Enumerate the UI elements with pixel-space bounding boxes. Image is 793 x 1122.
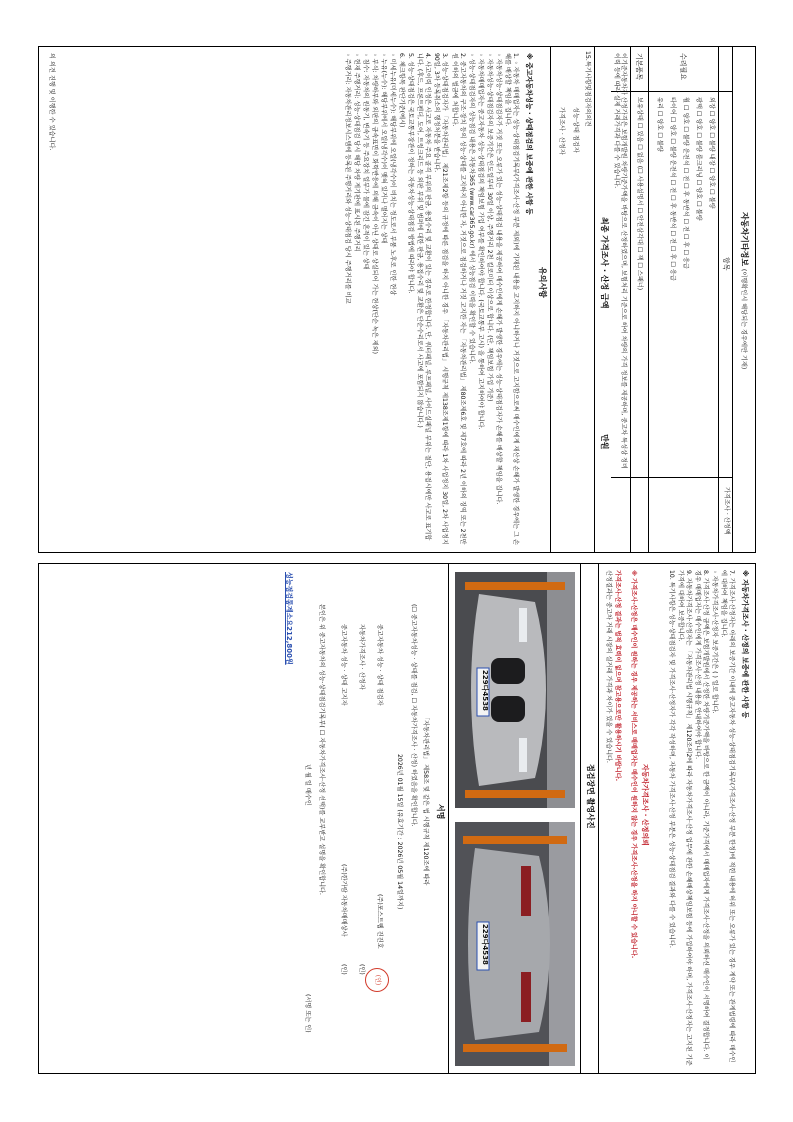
repair-row: 외장 ☐ 양호 ☐ 불량 내장 ☐ 양호 ☐ 불량 xyxy=(708,97,715,209)
appraisal-request-title: 자동차가격조사 · 산정의뢰 xyxy=(641,764,649,846)
notice-line: 1. ◦ 자동차 매매업자는 성능·상태점검기록부(가격조사·산정 부분 제외)에 기재된 내용을 고지하지 아니하거나 거짓으로 고지함으로써 매수인에게 재산상 손해가 발생한 경우에는 그 손해를 배상할 책임을 집니다. xyxy=(503,53,519,546)
notice-line: ◦ 주행거리: 자동차관리정보시스템에 등록된 주행거리와 성능·상태점검 당시 주행거리를 비교 xyxy=(343,53,351,304)
repair-row: 유리 ☐ 양호 ☐ 불량 xyxy=(656,97,663,152)
appraisal-notice-line: 8. 가격조사·산정 금액은 보험개발원에서 산정한 차량기준가액을 바탕으로 한 금액이 아니라, 기준가격에서 매매업자에게 가격조사·산정을 의뢰하신 매수인이 서명하여 결정합니다. 이 경우 매매업자는 매수인에게 가격조사·산정 내용을 안내하여야 합니다. xyxy=(693,570,709,1060)
left-footer: 의 의견 진행 및 이행한 수 있습니다. xyxy=(48,53,55,151)
special-remarks-label: 15.특기사항및점검자의의견 xyxy=(584,51,591,127)
rear-car-illustration xyxy=(455,822,575,1066)
notice-line: 3. 성능·상태점검자가 「자동차관리법」 제21조제2항 등의 규정에 따른 점검을 하지 아니한 경우 「자동차관리법」 시행규칙 제138조제1항에 따라 1차 사업정지 30일, 2차 사업정지 90일, 3차 등록취소의 행정처분을 받습니다. xyxy=(433,53,449,545)
fee-footer: 성능점검통계소요212,800원 xyxy=(285,572,293,665)
right-page xyxy=(38,563,756,1074)
divider xyxy=(598,564,599,1073)
notice-list xyxy=(342,53,519,545)
appraisal-notice-line: 7. 가격조사·산정자는 아래의 보증기간 이내에 중고자동차 성능·상태점검기록부(가격조사·산정 부분 한정)에 적힌 내용에 허위 또는 오류가 있는 경우 계약 또는 관계법령에 따라 매수인에 대하여 책임을 집니다. xyxy=(719,570,735,1063)
photo-section-title: 점검장면 촬영사진 xyxy=(586,764,595,829)
appraiser-box-label: 가격조사 · 산정자 xyxy=(558,107,565,155)
appraisal-notice-title: ※ 자동차가격조사 · 산정의 보증에 관한 사항 등 xyxy=(741,570,749,719)
front-car-illustration xyxy=(455,572,575,808)
notice-title: ※ 중고자동차성능 · 상태점검의 보증에 관한 사항 등 xyxy=(525,53,533,215)
divider xyxy=(448,564,449,1073)
receipt-seal: (서명 또는 인) xyxy=(304,994,311,1033)
notice-line: 5. 성능·상태점검은 국토교통부장관이 정하는 자동차성능·상태점검 방법에 따라야 합니다. xyxy=(407,53,415,294)
appraiser-label: 자동차가격조사 · 산정자 xyxy=(358,624,365,690)
other-info-title-text: 자동차기타정보 xyxy=(740,212,749,267)
basic-items-row: 보유상태 ☐ 있음 ☐ 없음 (☐ 사용설명서 ☐ 안전삼각대 ☐ 잭 ☐ 스패너) xyxy=(636,97,643,291)
notice-line: ◦ 성능·상태점검자의 성능점검 내용은 자동차365 (www.car365.go.kr) 에서 성능점검 이력을 확인할 수 있습니다. xyxy=(467,53,475,364)
inspector-name: (주)포스트웹 진진호 xyxy=(376,894,383,949)
divider xyxy=(580,564,581,1073)
inspector-box-label: 성능·상태 점검자 xyxy=(572,107,579,153)
red-note: 산정결과는 중고차 거래 시장의 실거래 가격과 차이가 있을 수 있습니다. xyxy=(605,570,612,764)
signature-date: 2026년 01월 15일 (유효기간 : 2026년 05월 14일까지) xyxy=(396,754,403,910)
front-plate: 229다4538 xyxy=(481,670,489,711)
appraisal-notice-line: 10. 특기사항은 성능·상태점검자 및 가격조사·산정자가 각각 작성하며, 자동차 가격조사·산정 부분은 성능·상태점검 결과와 다를 수 있습니다. xyxy=(667,570,675,948)
appraisal-notice-line: 9. 자동차가격조사·산정자는 「자동차관리법 시행규칙」 제120조의2에 따라 자동차가격조사·산정 업무에 관한 손해배상책임보험 등에 가입하여야 하며, 가격조사·산정자는 고지된 기준가격에 대하여 보증합니다. xyxy=(676,570,692,1066)
repair-row: 휠 ☐ 양호 ☐ 불량 운전석 ☐ 전 ☐ 후 동반석 ☐ 전 ☐ 후 ☐ 응급 xyxy=(682,97,689,269)
divider xyxy=(550,47,551,552)
inspector-seal-text: (인) xyxy=(374,974,381,986)
other-info-title xyxy=(740,212,749,369)
notice-line: ◦ 자동차성능·상태점검자가 거짓 또는 오류가 있는 성능·상태점검 내용을 제공하여 매수인에게 손해가 발생한 경우에는 성능·상태점검자가 손해를 배상할 책임을 집니다. xyxy=(494,53,502,505)
appraisal-notice-list xyxy=(666,570,736,1066)
inspector-seal-stamp xyxy=(365,968,389,992)
divider xyxy=(630,47,631,552)
notice-line: ◦ 미세누유(미세누수): 해당부위에 오일(냉각수)이 비치는 정도로서 부품 노후로 인한 현상 xyxy=(389,53,397,296)
receipt-fields: 년 월 일 매수인 xyxy=(304,764,311,806)
other-info-title-note: (이행확인시 해당되는 경우에만 기재) xyxy=(740,268,747,370)
signature-intro: 「자동차관리법」 제58조 및 같은 법 시행규칙 제120조에 따라 xyxy=(422,714,429,886)
notice-heading: 유의사항 xyxy=(538,267,547,298)
notice-line: ◦ 자동차성능·상태점검자의 보증기간은 인도일부터 30일 이상, 주행거리 2천 킬로미터 이상으로 합니다. (단, 책임보험 가입 기준) xyxy=(485,53,493,402)
rear-plate: 229다4538 xyxy=(481,924,489,965)
red-note: 가격조사·산정 결과는 법적 효력이 없으며 참고용으로만 활용하시기 바랍니다. xyxy=(614,570,621,782)
repair-row: 타이어 ☐ 양호 ☐ 불량 운전석 ☐ 전 ☐ 후 동반석 ☐ 전 ☐ 후 ☐ 응급 xyxy=(669,97,676,281)
notice-line: ◦ 부식: 차량하부와 외판의 금속표면이 화학반응에 의해 금속이 아닌 상태로 상실되어 가는 현상(단순 녹은 제외) xyxy=(371,53,378,355)
appraisal-notice-line: ◦ 자동차가격조사·산정자 보증기간은 ( ) 일로 합니다. xyxy=(710,570,718,714)
rear-car-photo xyxy=(455,822,575,1066)
price-column-header: 가격조사 · 산정액 xyxy=(723,487,730,535)
dealer-label: 중고자동차 성능 · 상태 고지자 xyxy=(340,624,347,706)
dealer-seal: (인) xyxy=(340,964,347,975)
notice-line: ◦ 현재 주행거리: 성능·상태점검 당시 해당 차량 계기판에 표시된 주행거리 xyxy=(352,53,360,252)
final-price-label: 최종 가격조사 · 산정 금액 xyxy=(600,217,609,309)
notice-line: 2. 중고자동차의 구조·장치 등의 성능·상태를 고지하지 아니한 자, 거짓으로 점검하거나 거짓 고지한 자는 「자동차관리법」 제80조제6호 및 제7호에 따라 2년 이하의 징역 또는 2천만원 이하의 벌금에 처합니다. xyxy=(450,53,466,545)
item-column-header: 항목 xyxy=(722,257,730,271)
front-car-photo xyxy=(455,572,575,808)
notice-line: 4. 사고이력 인정은 사고로 자동차 주요 골격 부위의 판금, 용접수리 및 교환이 있는 경우로 한정합니다. 단, 쿼터패널, 루프패널, 사이드실패널 부위는 절단, 용접시에만 사고로 표기합니다. (후드, 프론트펜더, 도어, 트렁크리드 등 외판 부위 및 범퍼에 대한 판금, 용접수리 및 교환은 단순수리로서 사고에 포함되지 않습니다.) xyxy=(416,53,432,541)
dealer-name: (주)한가람 자동차매매상사 xyxy=(340,864,347,937)
appraisal-note: 이기준자동차가 산정가격은 보험개발원 차량기준가액을 바탕으로 산정하였으며, 보험처리 기준으로 하여 차량의 가격 정보를 제공하며, 중고차 특성상 정비이력 등에 따라 실제 거래가격과 다를 수 있습니다. xyxy=(612,53,627,469)
divider xyxy=(648,47,649,552)
notice-line: ◦ 자동차매매업자는 중고자동차 성능·상태점검의 책임보험 가입 여부를 확인하여야 합니다. (국토교통부 고시) 을 통하여 고지하여야 합니다. xyxy=(476,53,484,430)
notice-line: ◦ 누유(누수): 해당부위에서 오일(냉각수)이 맺혀 있거나 떨어지는 상태 xyxy=(380,53,388,244)
repair-row: 광택 ☐ 양호 ☐ 불량 룸크리닝 ☐ 양호 ☐ 불량 xyxy=(695,97,702,221)
receipt-line: 본인은 위 중고자동차의 성능·상태점검기록부( ☐ 자동차가격조사·산정 선택)를 교부받고 설명을 확인합니다. xyxy=(318,604,325,895)
basic-items-label: 기본품목 xyxy=(635,53,643,81)
appraiser-seal: (인) xyxy=(358,964,365,975)
inspector-label: 중고자동차 성능 · 상태 점검자 xyxy=(376,624,383,706)
notice-line: 6. 체크항목 판단기준(예시) xyxy=(398,53,406,128)
left-page xyxy=(38,46,756,553)
rotated-sheet xyxy=(36,46,756,1076)
final-price-unit: 만원 xyxy=(600,434,609,450)
signature-section-title: 서명 xyxy=(436,804,445,820)
notice-line: ◦ 침수: 자동차의 원동기, 변속기 등 주요장치 일부가 물에 잠긴 흔적이 있는 상태 xyxy=(361,53,369,270)
repair-needed-label: 수리필요 xyxy=(679,53,687,81)
red-note: ※ 가격조사·산정은 매수인이 원하는 경우 제공하는 서비스로 매매업자는 매수인이 원하지 않는 경우 가격조사·산정을 하지 아니할 수 있습니다. xyxy=(630,570,637,959)
signature-intro-2: (☐ 중고자동차성능 · 상태를 점검, ☐ 자동차가격조사 · 산정) 하였음을 확인합니다. xyxy=(410,604,417,827)
final-price-line xyxy=(600,217,609,450)
divider xyxy=(594,47,595,552)
